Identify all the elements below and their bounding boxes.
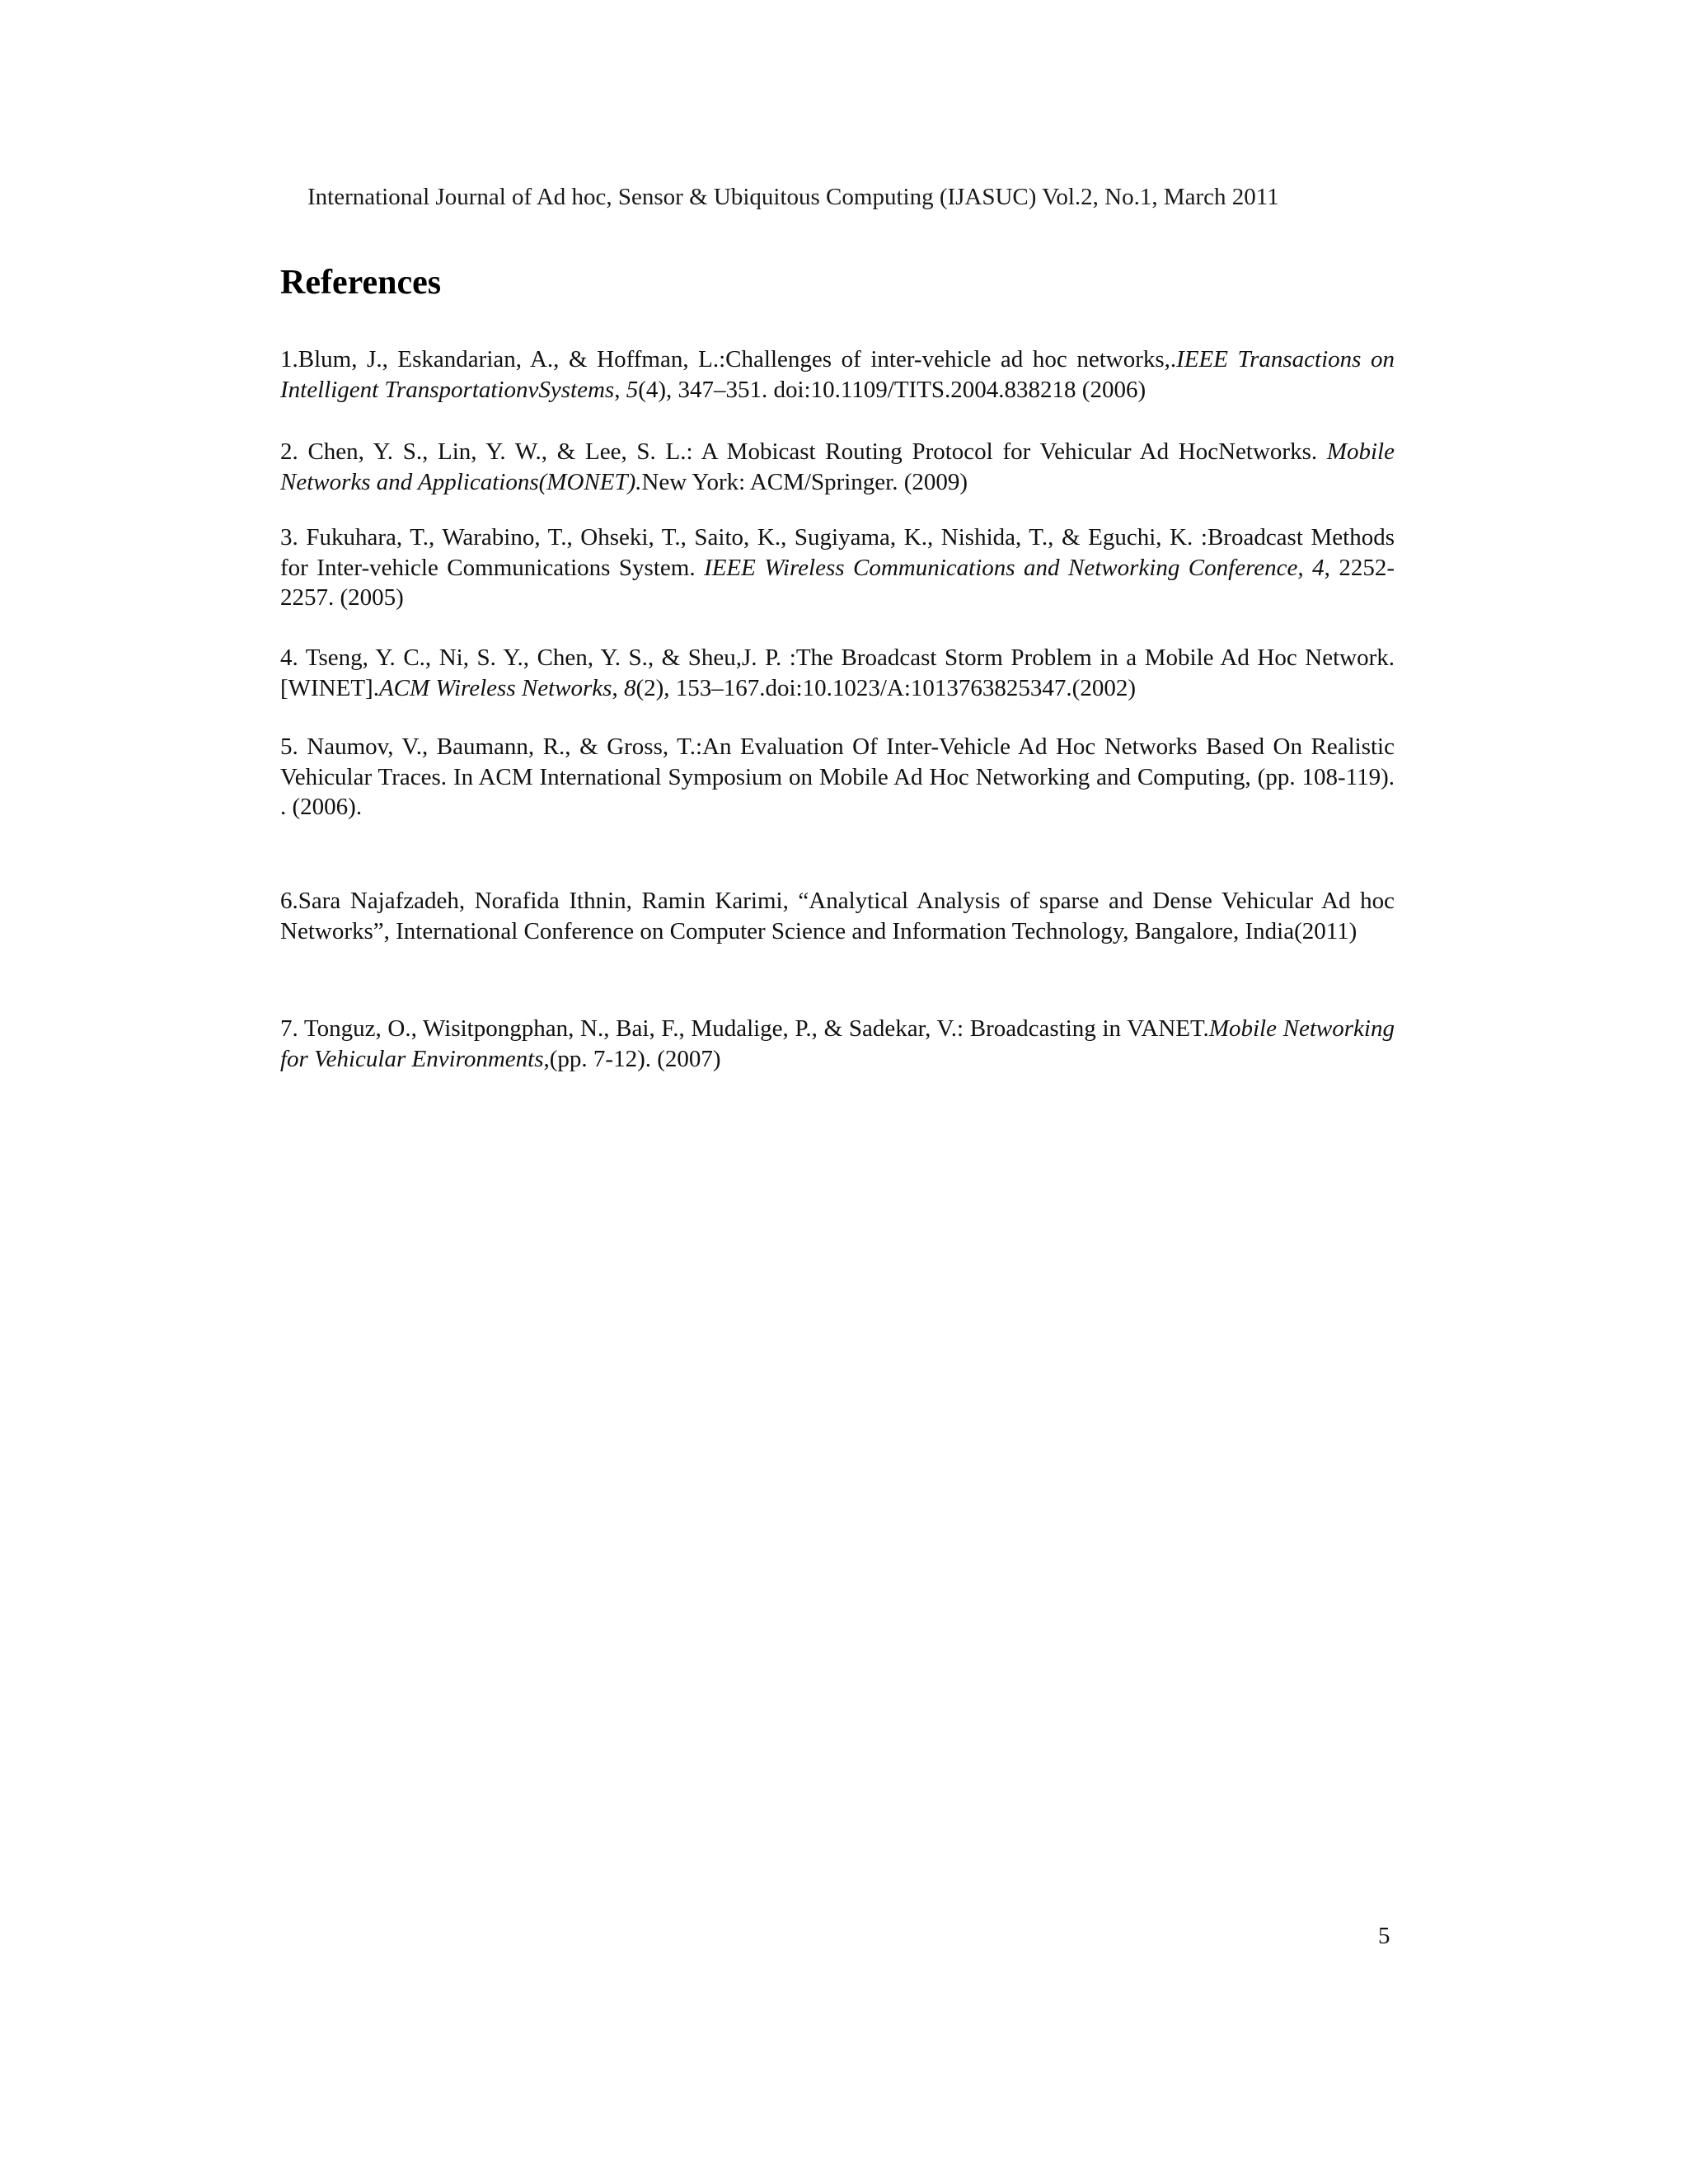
reference-volume: 8: [623, 674, 636, 701]
reference-text: ,: [614, 376, 626, 403]
reference-venue: ACM Wireless Networks: [378, 674, 612, 701]
reference-item: [280, 344, 1395, 405]
reference-text: 3. Fukuhara, T., Warabino, T., Ohseki, T., Saito, K., Sugiyama, K., Nishida, T., & Eguchi, K. :Broadcast Methods for Inter-vehicle Communications System.: [280, 524, 1395, 581]
reference-item: [280, 1014, 1395, 1074]
reference-text: (4), 347–351. doi:10.1109/TITS.2004.838218 (2006): [638, 376, 1146, 403]
reference-item: [280, 643, 1395, 703]
page-number: 5: [1378, 1923, 1390, 1949]
reference-text: 2. Chen, Y. S., Lin, Y. W., & Lee, S. L.: A Mobicast Routing Protocol for Vehicular Ad HocNetworks.: [280, 438, 1327, 465]
reference-text: 6.Sara Najafzadeh, Norafida Ithnin, Ramin Karimi, “Analytical Analysis of sparse and Dense Vehicular Ad hoc Networks”, International Conference on Computer Science and Information Technology, Bangalore, India(2011): [280, 888, 1395, 944]
reference-text: ,: [612, 674, 624, 701]
reference-text: New York: ACM/Springer. (2009): [641, 468, 968, 495]
reference-venue: IEEE Transactions on Intelligent TransportationvSystems: [280, 346, 1395, 403]
reference-text: ,(pp. 7-12). (2007): [543, 1045, 721, 1072]
reference-item: [280, 886, 1395, 946]
section-title: References: [280, 264, 442, 302]
reference-text: , 2252-2257. (2005): [280, 554, 1395, 611]
reference-text: 4. Tseng, Y. C., Ni, S. Y., Chen, Y. S., & Sheu,J. P. :The Broadcast Storm Problem in a Mobile Ad Hoc Network. [WINET].: [280, 644, 1395, 701]
reference-item: [280, 732, 1395, 823]
reference-item: [280, 523, 1395, 613]
running-header: International Journal of Ad hoc, Sensor & Ubiquitous Computing (IJASUC) Vol.2, No.1, March 2011: [307, 184, 1279, 210]
reference-volume: 5: [626, 376, 639, 403]
reference-venue: Mobile Networks and Applications(MONET).: [280, 438, 1395, 495]
reference-text: 5. Naumov, V., Baumann, R., & Gross, T.:An Evaluation Of Inter-Vehicle Ad Hoc Networks Based On Realistic Vehicular Traces. In ACM International Symposium on Mobile Ad Hoc Networking and Computing, (pp. 108-119). . (2006).: [280, 733, 1395, 820]
reference-venue: Mobile Networking for Vehicular Environments: [280, 1015, 1395, 1072]
reference-text: (2), 153–167.doi:10.1023/A:1013763825347.(2002): [635, 674, 1136, 701]
reference-venue: IEEE Wireless Communications and Networking Conference, 4: [704, 554, 1325, 581]
reference-text: 7. Tonguz, O., Wisitpongphan, N., Bai, F., Mudalige, P., & Sadekar, V.: Broadcasting in VANET.: [280, 1015, 1209, 1042]
reference-text: 1.Blum, J., Eskandarian, A., & Hoffman, L.:Challenges of inter-vehicle ad hoc networks,.: [280, 346, 1177, 373]
reference-item: [280, 437, 1395, 497]
